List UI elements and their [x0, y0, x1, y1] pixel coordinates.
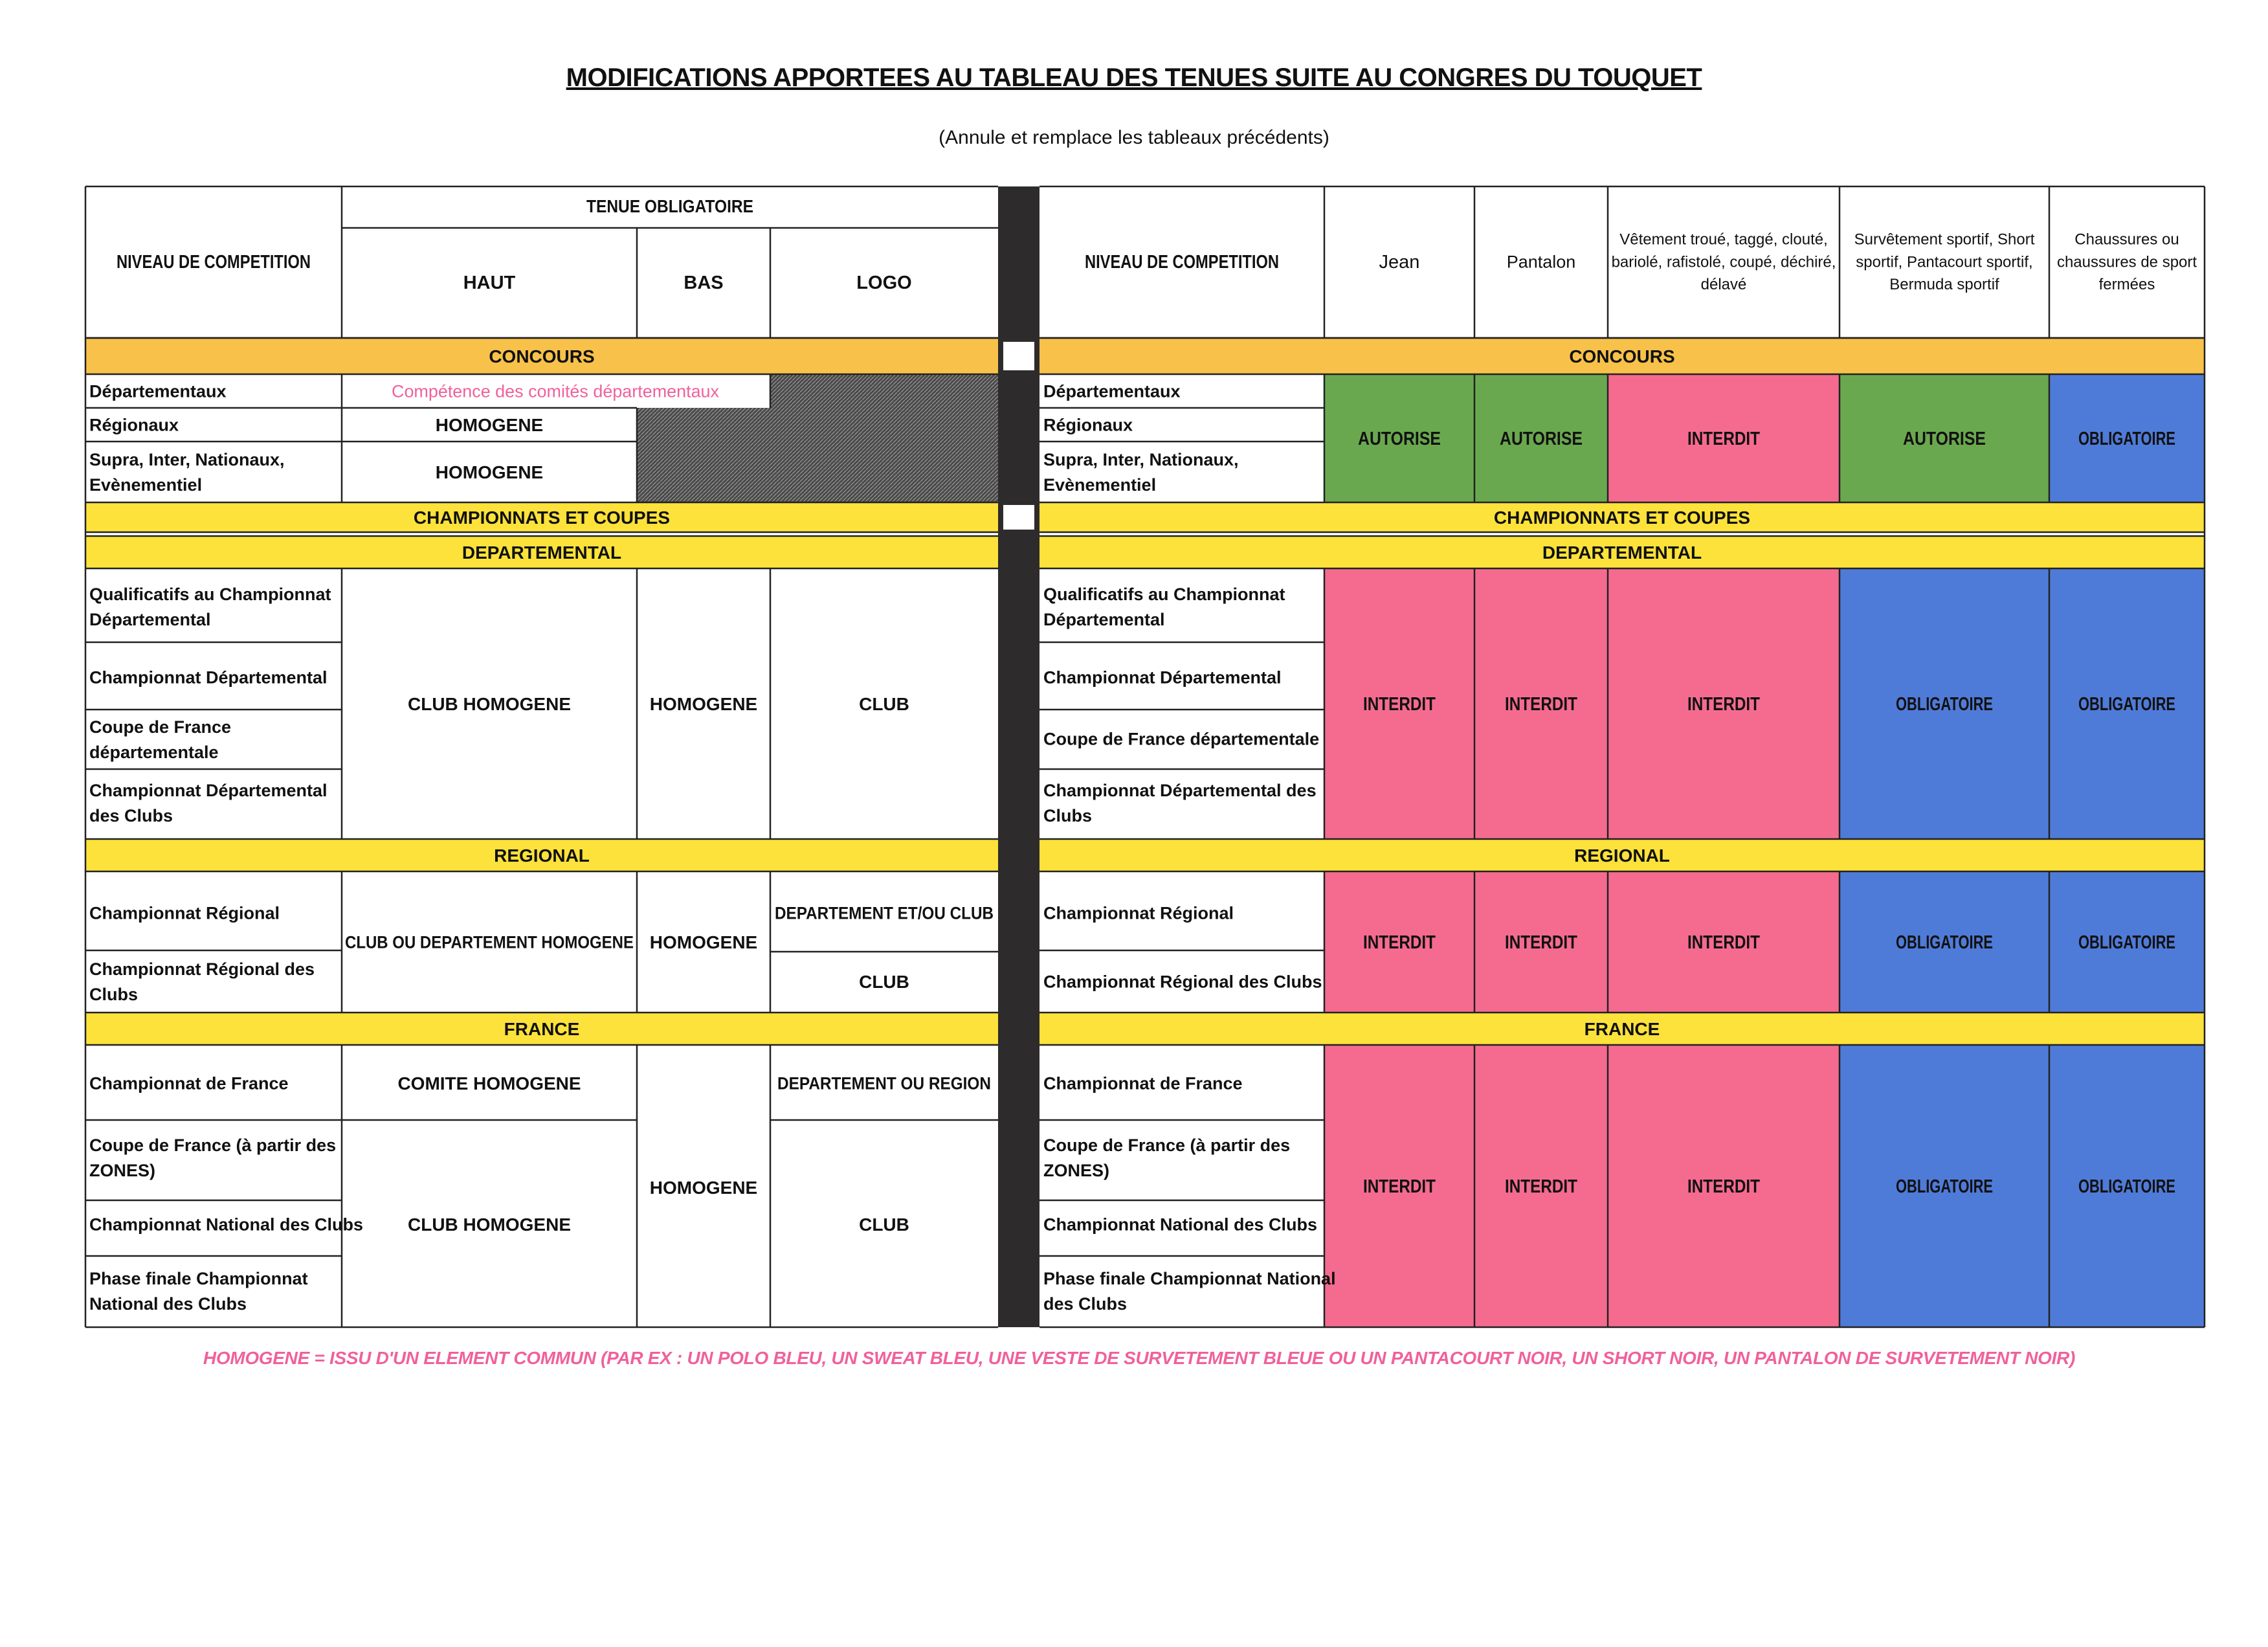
row-regionaux-right: Régionaux	[1043, 415, 1133, 435]
concours-pantalon-status-label: AUTORISE	[1500, 429, 1597, 450]
departemental-chaussures-status-label: OBLIGATOIRE	[2078, 694, 2207, 715]
pantalon-header: Pantalon	[1506, 252, 1576, 272]
right-niveau-header: NIVEAU DE COMPETITION	[1085, 252, 1323, 273]
regional-vetement-status-label: INTERDIT	[1687, 932, 1774, 954]
championnats-band-label-right: CHAMPIONNATS ET COUPES	[1493, 507, 1751, 528]
row-coupe-france-departementale-left: Coupe de France départementale	[89, 717, 232, 763]
france-band-label-right: FRANCE	[1584, 1018, 1660, 1039]
france-chaussures-status-label: OBLIGATOIRE	[2078, 1176, 2207, 1198]
france-haut-bottom-cell: CLUB HOMOGENE	[408, 1214, 571, 1235]
france-jean-status-label: INTERDIT	[1363, 1176, 1450, 1198]
regional-logo-bottom-cell: CLUB	[859, 971, 909, 992]
row-supra-left: Supra, Inter, Nationaux, Evènementiel	[89, 449, 285, 495]
row-departementaux-right: Départementaux	[1043, 381, 1181, 401]
row-departementaux-left: Départementaux	[89, 381, 227, 401]
row-championnat-regional-right: Championnat Régional	[1043, 903, 1234, 923]
row-championnat-france-left: Championnat de France	[89, 1073, 289, 1093]
concours-vetement-status-label: INTERDIT	[1687, 429, 1774, 450]
departemental-band-label-right: DEPARTEMENTAL	[1542, 542, 1702, 563]
regional-logo-top-cell: DEPARTEMENT ET/OU CLUB	[775, 903, 1018, 923]
vetement-header: Vêtement troué, taggé, clouté, bariolé, rafistolé, coupé, déchiré, délavé	[1611, 230, 1836, 294]
logo-header: LOGO	[856, 273, 912, 294]
row-qualificatifs-right: Qualificatifs au Championnat Départemental	[1043, 584, 1285, 630]
france-pantalon-status-label: INTERDIT	[1505, 1176, 1592, 1198]
document-subtitle: (Annule et remplace les tableaux précédents)	[939, 127, 1329, 148]
bas-header: BAS	[684, 273, 724, 294]
championnats-band-label-left: CHAMPIONNATS ET COUPES	[413, 507, 671, 528]
regional-survetement-status-label: OBLIGATOIRE	[1896, 932, 2025, 954]
row-championnat-departemental-clubs-left: Championnat Départemental des Clubs	[89, 780, 328, 826]
france-survetement-status-label: OBLIGATOIRE	[1896, 1176, 2025, 1198]
regional-bas-cell: HOMOGENE	[649, 932, 758, 952]
row-phase-finale-right: Phase finale Championnat National des Clubs	[1043, 1268, 1336, 1314]
hatched-cell	[637, 408, 998, 442]
regional-band-label-left: REGIONAL	[494, 845, 590, 866]
row-championnat-departemental-clubs-right: Championnat Départemental des Clubs	[1043, 780, 1317, 826]
departemental-vetement-status-label: INTERDIT	[1687, 694, 1774, 715]
france-band-label-left: FRANCE	[504, 1018, 580, 1039]
regional-jean-status-label: INTERDIT	[1363, 932, 1450, 954]
departemental-survetement-status-label: OBLIGATOIRE	[1896, 694, 2025, 715]
supra-haut-cell: HOMOGENE	[435, 462, 544, 482]
row-championnat-regional-clubs-right: Championnat Régional des Clubs	[1043, 972, 1322, 992]
row-coupe-france-zones-right: Coupe de France (à partir des ZONES)	[1043, 1135, 1291, 1181]
regional-band-label-right: REGIONAL	[1574, 845, 1670, 866]
tenue-obligatoire-header: TENUE OBLIGATOIRE	[586, 196, 777, 216]
regional-pantalon-status-label: INTERDIT	[1505, 932, 1592, 954]
divider-gap	[1003, 342, 1034, 370]
departemental-bas-cell: HOMOGENE	[649, 693, 758, 714]
row-phase-finale-left: Phase finale Championnat National des Clubs	[89, 1268, 308, 1314]
regional-haut-cell: CLUB OU DEPARTEMENT HOMOGENE	[345, 932, 671, 952]
row-championnat-france-right: Championnat de France	[1043, 1073, 1243, 1093]
concours-survetement-status-label: AUTORISE	[1903, 429, 2000, 450]
departemental-pantalon-status-label: INTERDIT	[1505, 694, 1592, 715]
concours-jean-status-label: AUTORISE	[1358, 429, 1455, 450]
france-logo-bottom-cell: CLUB	[859, 1214, 909, 1235]
row-championnat-national-clubs-left: Championnat National des Clubs	[89, 1215, 364, 1235]
jean-header: Jean	[1379, 252, 1420, 273]
france-vetement-status-label: INTERDIT	[1687, 1176, 1774, 1198]
departemental-jean-status-label: INTERDIT	[1363, 694, 1450, 715]
homogene-definition-note: HOMOGENE = ISSU D'UN ELEMENT COMMUN (PAR EX : UN POLO BLEU, UN SWEAT BLEU, UNE VESTE DE SURVETEMENT BLEUE OU UN PANTACOURT NOIR, UN SHORT NOIR, UN PANTALON DE SURVETEMENT NOIR)	[203, 1348, 2076, 1368]
row-championnat-regional-left: Championnat Régional	[89, 903, 280, 923]
regional-chaussures-status-label: OBLIGATOIRE	[2078, 932, 2207, 954]
competence-comites-cell: Compétence des comités départementaux	[392, 381, 720, 401]
france-logo-top-cell: DEPARTEMENT OU REGION	[777, 1073, 1014, 1093]
regionaux-haut-cell: HOMOGENE	[435, 414, 544, 435]
divider-gap	[1003, 505, 1034, 530]
concours-band-label-right: CONCOURS	[1569, 346, 1675, 366]
row-qualificatifs-left: Qualificatifs au Championnat Départemental	[89, 584, 331, 630]
row-coupe-france-departementale-right: Coupe de France départementale	[1043, 729, 1320, 749]
departemental-band-label-left: DEPARTEMENTAL	[461, 542, 622, 563]
france-bas-cell: HOMOGENE	[649, 1177, 758, 1198]
haut-header: HAUT	[463, 273, 516, 294]
survetement-header: Survêtement sportif, Short sportif, Pantacourt sportif, Bermuda sportif	[1854, 230, 2035, 294]
row-coupe-france-zones-left: Coupe de France (à partir des ZONES)	[89, 1135, 337, 1181]
hatched-cell	[770, 374, 998, 408]
row-championnat-regional-clubs-left: Championnat Régional des Clubs	[89, 959, 315, 1005]
row-regionaux-left: Régionaux	[89, 415, 179, 435]
chaussures-header: Chaussures ou chaussures de sport fermées	[2056, 230, 2197, 294]
row-championnat-departemental-left: Championnat Départemental	[89, 667, 328, 688]
left-niveau-header: NIVEAU DE COMPETITION	[117, 252, 355, 273]
row-championnat-national-clubs-right: Championnat National des Clubs	[1043, 1215, 1318, 1235]
document-title: MODIFICATIONS APPORTEES AU TABLEAU DES TENUES SUITE AU CONGRES DU TOUQUET	[566, 63, 1702, 92]
hatched-cell	[637, 442, 998, 502]
concours-chaussures-status-label: OBLIGATOIRE	[2078, 429, 2207, 450]
departemental-logo-cell: CLUB	[859, 693, 909, 714]
row-supra-right: Supra, Inter, Nationaux, Evènementiel	[1043, 449, 1239, 495]
departemental-haut-cell: CLUB HOMOGENE	[408, 693, 571, 714]
row-championnat-departemental-right: Championnat Départemental	[1043, 667, 1282, 688]
france-haut-top-cell: COMITE HOMOGENE	[397, 1073, 581, 1093]
concours-band-label-left: CONCOURS	[489, 346, 595, 366]
